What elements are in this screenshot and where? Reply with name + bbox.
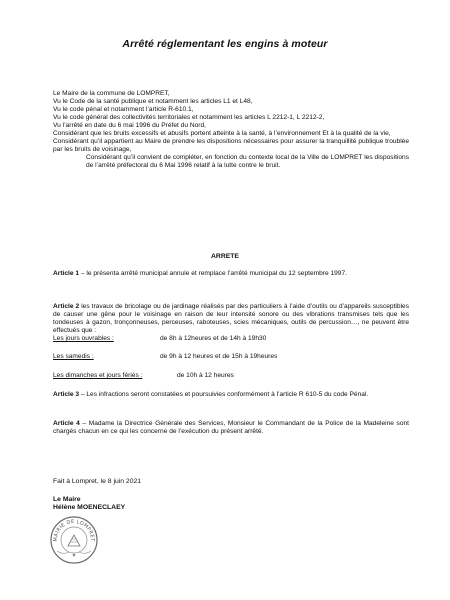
schedule-label: Les jours ouvrables : [53,335,114,342]
article-1 [53,270,409,278]
preamble-line: Considérant qu’il convient de compléter, en fonction du contexte local de la Ville de LOMPRET les dispositions de l’arrêté préfectoral du 6 Mai 1996 relatif à la lutte contre le bruit. [86,154,409,170]
preamble-line: Le Maire de la commune de LOMPRET, [53,90,170,97]
mairie-seal-icon [49,515,99,565]
schedule-label: Les dimanches et jours fériés : [53,372,143,379]
article-2-text: les travaux de bricolage ou de jardinage réalisés par des particuliers à l’aide d’outils ou d’appareils susceptibles de causer une gêne pour le voisinage en raison de leur intensité sonore ou des vibrations transmises tels que les tondeuses à gazon, tronçonneuses, perceuses, raboteuses, scies mécaniques, outils de percussion…, ne peuvent être effectués que : [53,303,409,335]
schedule-label: Les samedis : [53,353,94,360]
article-4 [53,420,409,436]
schedule-hours: de 9h à 12 heures et de 15h à 19heures [160,353,278,360]
schedule-row-sundays [53,372,234,379]
preamble-line: Considérant que les bruits excessifs et abusifs portent atteinte à la santé, à l’environnement Et à la qualité de la vie, [53,130,391,138]
article-1-label: Article 1 [53,270,80,277]
signatory-role: Le Maire [53,496,81,503]
seal-text: MAIRIE DE LOMPRET [52,518,96,542]
article-4-label: Article 4 [53,420,80,427]
preamble-line: Vu l’arrêté en date du 6 mai 1996 du Préfet du Nord, [53,122,206,130]
place-date: Fait à Lompret, le 8 juin 2021 [53,478,142,485]
schedule-row-weekdays [53,335,267,342]
schedule-hours: de 8h à 12heures et de 14h à 19h30 [160,335,267,342]
preamble-line: Vu le code pénal et notamment l’article R-610.1, [53,106,194,114]
article-3-text: – Les infractions seront constatées et poursuivies conformément à l’article R 610-5 du code Pénal. [79,391,369,398]
article-3 [53,391,409,399]
article-2 [53,303,409,335]
article-1-text: – le présenta arrêté municipal annule et remplace l’arrêté municipal du 12 septembre 1997. [79,270,347,277]
schedule-hours: de 10h à 12 heures [177,372,234,379]
signatory-name: Hélène MOENECLAEY [53,504,126,511]
article-2-label: Article 2 [53,303,80,310]
preamble [53,90,409,170]
schedule-row-saturdays [53,353,278,360]
arrete-heading: ARRETE [211,253,239,260]
preamble-line: Vu le code général des collectivités territoriales et notamment les articles L 2212-1, L 2212-2, [53,114,325,122]
preamble-line: Considérant qu’il appartient au Maire de prendre les dispositions nécessaires pour assurer la tranquillité publique troublée par les bruits de voisinage, [53,138,409,154]
preamble-line: Vu le Code de la santé publique et notamment les articles L1 et L48, [53,98,253,106]
document-title: Arrêté réglementant les engins à moteur [122,38,328,50]
article-3-label: Article 3 [53,391,80,398]
article-4-text: – Madame la Directrice Générale des Services, Monsieur le Commandant de la Police de la Madeleine sont chargés chacun en ce qui les concerne de l’exécution du présent arrêté. [53,420,409,436]
